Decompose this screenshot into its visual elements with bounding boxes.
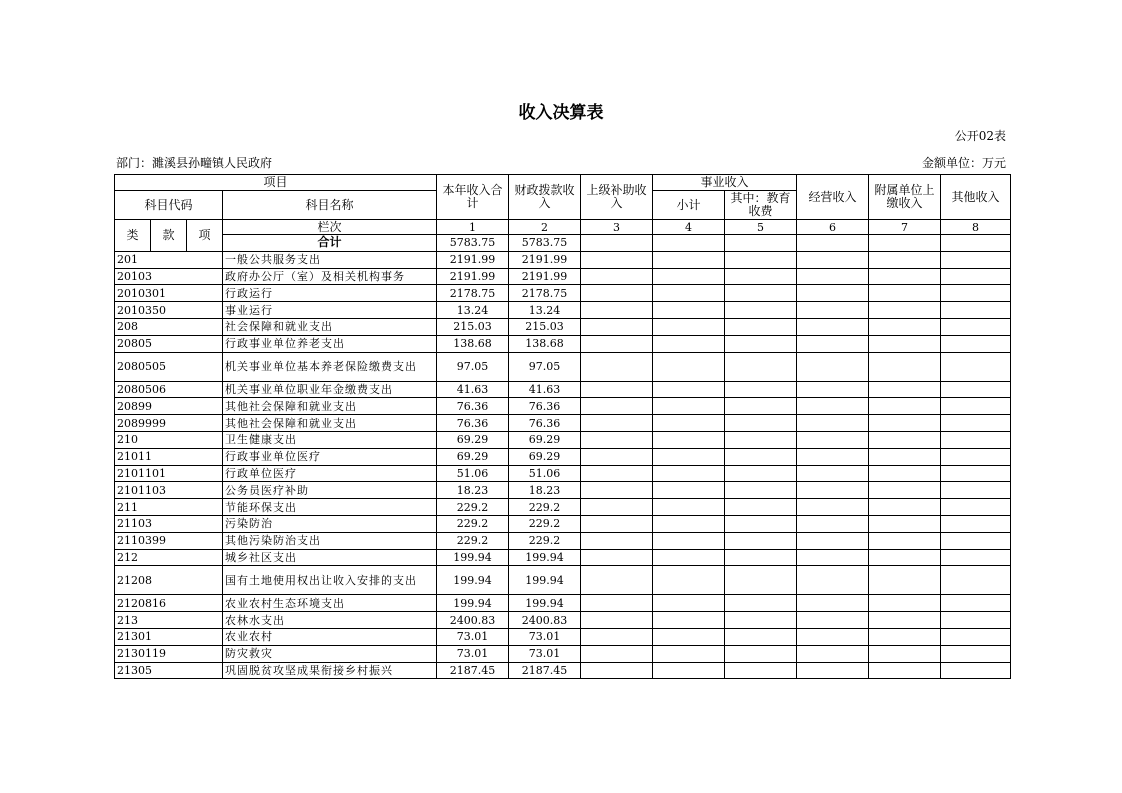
empty-cell	[797, 482, 869, 499]
column-number: 4	[653, 220, 725, 235]
table-row	[115, 431, 1011, 448]
header-kuan: 款	[151, 220, 187, 252]
empty-cell	[941, 595, 1011, 612]
income-table	[114, 174, 1011, 679]
total-income-value: 69.29	[437, 431, 509, 448]
subject-name: 机关事业单位职业年金缴费支出	[223, 381, 437, 398]
empty-cell	[725, 532, 797, 549]
empty-cell	[725, 415, 797, 432]
empty-cell	[725, 302, 797, 319]
header-business-income: 事业收入	[653, 175, 797, 191]
subject-name: 节能环保支出	[223, 499, 437, 516]
total-income-value: 69.29	[437, 448, 509, 465]
empty-cell	[869, 645, 941, 662]
fiscal-appropriation-value: 51.06	[509, 465, 581, 482]
empty-cell	[869, 268, 941, 285]
subject-name: 其他社会保障和就业支出	[223, 398, 437, 415]
header-project: 项目	[115, 175, 437, 191]
empty-cell	[581, 465, 653, 482]
fiscal-appropriation-value: 2187.45	[509, 662, 581, 679]
subject-name: 其他社会保障和就业支出	[223, 415, 437, 432]
empty-cell	[725, 268, 797, 285]
column-number: 3	[581, 220, 653, 235]
column-number: 8	[941, 220, 1011, 235]
empty-cell	[581, 431, 653, 448]
total-income-value: 2191.99	[437, 268, 509, 285]
empty-cell	[581, 612, 653, 629]
empty-cell	[869, 251, 941, 268]
empty-cell	[653, 415, 725, 432]
subject-code: 2120816	[115, 595, 223, 612]
table-row	[115, 549, 1011, 566]
empty-cell	[725, 448, 797, 465]
total-row-label: 合计	[223, 235, 437, 252]
empty-cell	[869, 566, 941, 595]
subject-name: 城乡社区支出	[223, 549, 437, 566]
total-income-value: 229.2	[437, 499, 509, 516]
empty-cell	[797, 612, 869, 629]
empty-cell	[869, 285, 941, 302]
subject-name: 卫生健康支出	[223, 431, 437, 448]
header-subtotal: 小计	[653, 191, 725, 220]
empty-cell	[581, 302, 653, 319]
empty-cell	[653, 628, 725, 645]
fiscal-appropriation-value: 73.01	[509, 628, 581, 645]
empty-cell	[941, 612, 1011, 629]
empty-cell	[797, 465, 869, 482]
empty-cell	[869, 532, 941, 549]
empty-cell	[941, 465, 1011, 482]
table-row	[115, 352, 1011, 381]
empty-cell	[653, 398, 725, 415]
total-income-value: 2187.45	[437, 662, 509, 679]
empty-cell	[941, 515, 1011, 532]
empty-cell	[941, 415, 1011, 432]
form-number: 公开02表	[954, 129, 1006, 143]
subject-code: 21305	[115, 662, 223, 679]
subject-name: 行政运行	[223, 285, 437, 302]
fiscal-appropriation-value: 229.2	[509, 499, 581, 516]
empty-cell	[725, 482, 797, 499]
fiscal-appropriation-value: 215.03	[509, 318, 581, 335]
header-lanci: 栏次	[223, 220, 437, 235]
subject-code: 2010301	[115, 285, 223, 302]
header-superior-subsidy: 上级补助收入	[581, 175, 653, 220]
subject-name: 社会保障和就业支出	[223, 318, 437, 335]
empty-cell	[797, 415, 869, 432]
empty-cell	[581, 482, 653, 499]
empty-cell	[725, 285, 797, 302]
table-row	[115, 268, 1011, 285]
header-xiang: 项	[187, 220, 223, 252]
empty-cell	[653, 335, 725, 352]
empty-cell	[653, 448, 725, 465]
empty-cell	[941, 566, 1011, 595]
empty-cell	[797, 515, 869, 532]
fiscal-appropriation-value: 229.2	[509, 532, 581, 549]
empty-cell	[581, 628, 653, 645]
total-income-value: 73.01	[437, 628, 509, 645]
total-income-value: 199.94	[437, 595, 509, 612]
empty-cell	[869, 398, 941, 415]
empty-cell	[869, 335, 941, 352]
header-total-income: 本年收入合计	[437, 175, 509, 220]
subject-code: 2101103	[115, 482, 223, 499]
empty-cell	[653, 612, 725, 629]
subject-code: 208	[115, 318, 223, 335]
empty-cell	[869, 381, 941, 398]
empty-cell	[797, 251, 869, 268]
fiscal-appropriation-value: 199.94	[509, 549, 581, 566]
empty-cell	[725, 566, 797, 595]
empty-cell	[869, 499, 941, 516]
empty-cell	[581, 251, 653, 268]
header-subject-name: 科目名称	[223, 191, 437, 220]
table-row	[115, 482, 1011, 499]
empty-cell	[941, 499, 1011, 516]
header-affiliated-income: 附属单位上缴收入	[869, 175, 941, 220]
empty-cell	[797, 499, 869, 516]
subject-name: 一般公共服务支出	[223, 251, 437, 268]
subject-code: 211	[115, 499, 223, 516]
column-number: 6	[797, 220, 869, 235]
fiscal-appropriation-value: 199.94	[509, 566, 581, 595]
subject-code: 201	[115, 251, 223, 268]
empty-cell	[797, 352, 869, 381]
total-income-value: 229.2	[437, 515, 509, 532]
empty-cell	[581, 448, 653, 465]
subject-code: 212	[115, 549, 223, 566]
empty-cell	[869, 515, 941, 532]
total-income-value: 73.01	[437, 645, 509, 662]
subject-code: 21011	[115, 448, 223, 465]
table-row	[115, 285, 1011, 302]
empty-cell	[725, 398, 797, 415]
empty-cell	[653, 352, 725, 381]
total-income-value: 199.94	[437, 549, 509, 566]
empty-cell	[941, 532, 1011, 549]
empty-cell	[797, 448, 869, 465]
total-income-value: 2178.75	[437, 285, 509, 302]
empty-cell	[581, 398, 653, 415]
fiscal-appropriation-value: 97.05	[509, 352, 581, 381]
fiscal-appropriation-value: 69.29	[509, 448, 581, 465]
total-income-value: 76.36	[437, 415, 509, 432]
table-row	[115, 318, 1011, 335]
empty-cell	[725, 549, 797, 566]
empty-cell	[869, 662, 941, 679]
empty-cell	[941, 482, 1011, 499]
empty-cell	[869, 302, 941, 319]
total-income-value: 199.94	[437, 566, 509, 595]
fiscal-appropriation-value: 2191.99	[509, 251, 581, 268]
empty-cell	[725, 381, 797, 398]
column-number: 7	[869, 220, 941, 235]
subject-name: 农林水支出	[223, 612, 437, 629]
fiscal-appropriation-value: 69.29	[509, 431, 581, 448]
total-fiscal-value: 5783.75	[509, 235, 581, 252]
empty-cell	[581, 285, 653, 302]
empty-cell	[941, 335, 1011, 352]
empty-cell	[581, 595, 653, 612]
empty-cell	[869, 415, 941, 432]
empty-cell	[725, 515, 797, 532]
empty-cell	[941, 251, 1011, 268]
empty-cell	[941, 628, 1011, 645]
subject-name: 行政事业单位医疗	[223, 448, 437, 465]
column-number: 1	[437, 220, 509, 235]
empty-cell	[797, 532, 869, 549]
total-income-value: 18.23	[437, 482, 509, 499]
empty-cell	[941, 285, 1011, 302]
empty-cell	[581, 381, 653, 398]
empty-cell	[797, 595, 869, 612]
empty-cell	[869, 482, 941, 499]
fiscal-appropriation-value: 76.36	[509, 415, 581, 432]
empty-cell	[869, 465, 941, 482]
empty-cell	[653, 566, 725, 595]
empty-cell	[797, 628, 869, 645]
subject-code: 21103	[115, 515, 223, 532]
table-row	[115, 335, 1011, 352]
empty-cell	[653, 285, 725, 302]
empty-cell	[869, 431, 941, 448]
table-row	[115, 398, 1011, 415]
subject-code: 210	[115, 431, 223, 448]
subject-code: 21208	[115, 566, 223, 595]
empty-cell	[869, 612, 941, 629]
subject-code: 213	[115, 612, 223, 629]
empty-cell	[797, 335, 869, 352]
subject-code: 2080505	[115, 352, 223, 381]
subject-code: 20103	[115, 268, 223, 285]
subject-code: 2130119	[115, 645, 223, 662]
empty-cell	[869, 352, 941, 381]
empty-cell	[797, 431, 869, 448]
amount-unit-label: 金额单位：万元	[921, 156, 1006, 170]
empty-cell	[941, 645, 1011, 662]
empty-cell	[581, 532, 653, 549]
empty-cell	[653, 645, 725, 662]
empty-cell	[653, 595, 725, 612]
empty-cell	[941, 549, 1011, 566]
fiscal-appropriation-value: 76.36	[509, 398, 581, 415]
empty-cell	[869, 448, 941, 465]
empty-cell	[653, 302, 725, 319]
empty-cell	[653, 381, 725, 398]
empty-cell	[581, 662, 653, 679]
empty-cell	[797, 381, 869, 398]
table-row	[115, 302, 1011, 319]
subject-name: 国有土地使用权出让收入安排的支出	[223, 566, 437, 595]
empty-cell	[869, 628, 941, 645]
empty-cell	[725, 499, 797, 516]
empty-cell	[797, 285, 869, 302]
fiscal-appropriation-value: 229.2	[509, 515, 581, 532]
fiscal-appropriation-value: 41.63	[509, 381, 581, 398]
empty-cell	[581, 415, 653, 432]
empty-cell	[725, 318, 797, 335]
empty-cell	[941, 662, 1011, 679]
empty-cell	[941, 302, 1011, 319]
fiscal-appropriation-value: 199.94	[509, 595, 581, 612]
subject-code: 2089999	[115, 415, 223, 432]
fiscal-appropriation-value: 18.23	[509, 482, 581, 499]
empty-cell	[653, 549, 725, 566]
empty-cell	[725, 251, 797, 268]
empty-cell	[725, 645, 797, 662]
table-row	[115, 499, 1011, 516]
total-income-value: 138.68	[437, 335, 509, 352]
subject-name: 行政单位医疗	[223, 465, 437, 482]
fiscal-appropriation-value: 73.01	[509, 645, 581, 662]
empty-cell	[869, 549, 941, 566]
empty-cell	[653, 662, 725, 679]
empty-cell	[941, 268, 1011, 285]
empty-cell	[941, 318, 1011, 335]
empty-cell	[797, 268, 869, 285]
empty-cell	[941, 431, 1011, 448]
empty-cell	[581, 566, 653, 595]
empty-cell	[941, 352, 1011, 381]
table-row	[115, 381, 1011, 398]
empty-cell	[653, 532, 725, 549]
subject-name: 公务员医疗补助	[223, 482, 437, 499]
department-label: 部门：濉溪县孙疃镇人民政府	[116, 156, 273, 170]
empty-cell	[725, 628, 797, 645]
subject-name: 事业运行	[223, 302, 437, 319]
empty-cell	[797, 566, 869, 595]
header-other-income: 其他收入	[941, 175, 1011, 220]
empty-cell	[797, 398, 869, 415]
header-fiscal-appropriation: 财政拨款收入	[509, 175, 581, 220]
page-title: 收入决算表	[518, 103, 604, 123]
empty-cell	[653, 318, 725, 335]
empty-cell	[797, 645, 869, 662]
subject-code: 2080506	[115, 381, 223, 398]
empty-cell	[581, 352, 653, 381]
header-subject-code: 科目代码	[115, 191, 223, 220]
subject-code: 2010350	[115, 302, 223, 319]
subject-code: 2101101	[115, 465, 223, 482]
total-income-value: 97.05	[437, 352, 509, 381]
table-row	[115, 645, 1011, 662]
empty-cell	[581, 318, 653, 335]
empty-cell	[797, 549, 869, 566]
empty-cell	[725, 431, 797, 448]
empty-cell	[653, 465, 725, 482]
table-row	[115, 595, 1011, 612]
table-row	[115, 515, 1011, 532]
empty-cell	[725, 465, 797, 482]
empty-cell	[725, 662, 797, 679]
header-education-fee: 其中：教育收费	[725, 191, 797, 220]
empty-cell	[869, 595, 941, 612]
empty-cell	[653, 515, 725, 532]
empty-cell	[725, 595, 797, 612]
table-row	[115, 448, 1011, 465]
total-income-value: 13.24	[437, 302, 509, 319]
total-income-value: 76.36	[437, 398, 509, 415]
empty-cell	[581, 515, 653, 532]
table-row	[115, 532, 1011, 549]
empty-cell	[725, 335, 797, 352]
subject-name: 政府办公厅（室）及相关机构事务	[223, 268, 437, 285]
table-row	[115, 415, 1011, 432]
total-income-value: 2400.83	[437, 612, 509, 629]
empty-cell	[581, 549, 653, 566]
empty-cell	[581, 499, 653, 516]
empty-cell	[581, 268, 653, 285]
empty-cell	[653, 499, 725, 516]
total-income-value: 41.63	[437, 381, 509, 398]
empty-cell	[725, 352, 797, 381]
total-income-value: 229.2	[437, 532, 509, 549]
empty-cell	[653, 268, 725, 285]
fiscal-appropriation-value: 2178.75	[509, 285, 581, 302]
empty-cell	[941, 448, 1011, 465]
subject-name: 行政事业单位养老支出	[223, 335, 437, 352]
empty-cell	[869, 318, 941, 335]
table-row	[115, 566, 1011, 595]
subject-name: 防灾救灾	[223, 645, 437, 662]
fiscal-appropriation-value: 13.24	[509, 302, 581, 319]
empty-cell	[653, 482, 725, 499]
subject-name: 污染防治	[223, 515, 437, 532]
column-number: 2	[509, 220, 581, 235]
table-row	[115, 662, 1011, 679]
empty-cell	[941, 398, 1011, 415]
empty-cell	[581, 645, 653, 662]
header-operating-income: 经营收入	[797, 175, 869, 220]
total-income-value: 51.06	[437, 465, 509, 482]
subject-name: 机关事业单位基本养老保险缴费支出	[223, 352, 437, 381]
empty-cell	[797, 662, 869, 679]
column-number: 5	[725, 220, 797, 235]
total-income-value: 215.03	[437, 318, 509, 335]
total-income-value: 2191.99	[437, 251, 509, 268]
total-income-value: 5783.75	[437, 235, 509, 252]
fiscal-appropriation-value: 138.68	[509, 335, 581, 352]
fiscal-appropriation-value: 2400.83	[509, 612, 581, 629]
table-row	[115, 465, 1011, 482]
empty-cell	[941, 381, 1011, 398]
header-lei: 类	[115, 220, 151, 252]
table-row	[115, 628, 1011, 645]
subject-code: 20899	[115, 398, 223, 415]
table-row	[115, 612, 1011, 629]
subject-name: 农业农村	[223, 628, 437, 645]
empty-cell	[653, 431, 725, 448]
subject-name: 农业农村生态环境支出	[223, 595, 437, 612]
empty-cell	[797, 302, 869, 319]
empty-cell	[797, 318, 869, 335]
subject-code: 20805	[115, 335, 223, 352]
fiscal-appropriation-value: 2191.99	[509, 268, 581, 285]
table-row	[115, 251, 1011, 268]
subject-name: 其他污染防治支出	[223, 532, 437, 549]
empty-cell	[725, 612, 797, 629]
empty-cell	[653, 251, 725, 268]
empty-cell	[581, 335, 653, 352]
subject-code: 2110399	[115, 532, 223, 549]
subject-code: 21301	[115, 628, 223, 645]
subject-name: 巩固脱贫攻坚成果衔接乡村振兴	[223, 662, 437, 679]
